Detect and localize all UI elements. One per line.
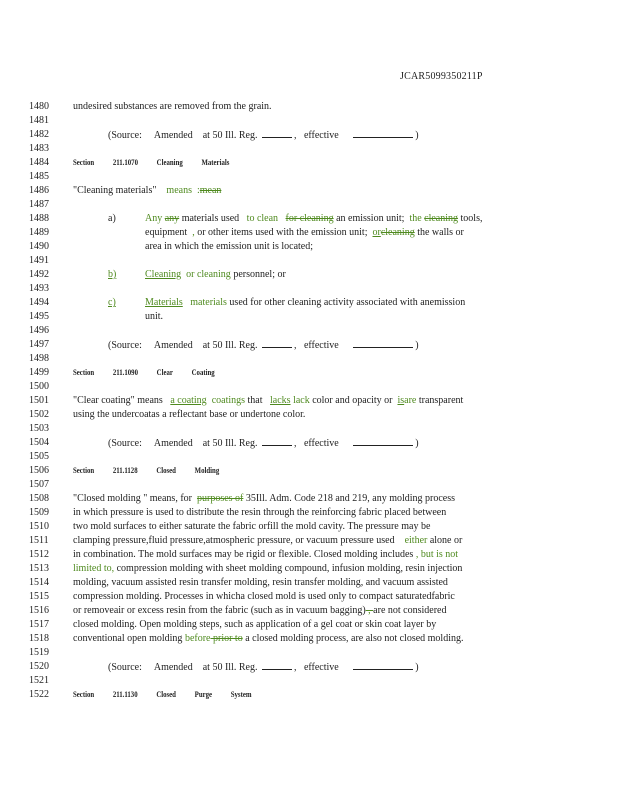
line-number: 1521: [29, 675, 49, 686]
blank-field: [353, 436, 413, 446]
line-number: 1517: [29, 619, 49, 630]
document-code: JCAR5099350211P: [400, 71, 483, 82]
line: 1514 molding, vacuum assisted resin transfer molding, resin transfer molding, and vacuum assisted: [29, 577, 448, 588]
line-number: 1506: [29, 465, 49, 476]
line-number: 1513: [29, 563, 49, 574]
line: 1517 closed molding. Open molding steps, such as application of a gel coat or skin coat layer by: [29, 619, 437, 630]
section-heading: 1522 Section 211.1130 Closed Purge System: [29, 689, 252, 700]
line: 1489 equipment , or other items used with the emission unit; orcleaning the walls or: [29, 227, 464, 238]
line-number: 1483: [29, 143, 49, 154]
line-number: 1497: [29, 339, 49, 350]
section-heading: 1499 Section 211.1090 Clear Coating: [29, 367, 215, 378]
blank-field: [353, 128, 413, 138]
line: 1495 unit.: [29, 311, 164, 322]
line-number: 1505: [29, 451, 49, 462]
source-note: 1504 (Source: Amended at 50 Ill. Reg. , effective ): [29, 437, 419, 449]
line-number: 1502: [29, 409, 49, 420]
line-number: 1482: [29, 129, 49, 140]
line-number: 1495: [29, 311, 49, 322]
source-note: 1520 (Source: Amended at 50 Ill. Reg. , effective ): [29, 661, 419, 673]
line: 1490 area in which the emission unit is located;: [29, 241, 314, 252]
line-number: 1494: [29, 297, 49, 308]
blank-field: [262, 128, 292, 138]
line: 1486 "Cleaning materials" means :mean: [29, 185, 222, 196]
line: 1511 clamping pressure,fluid pressure,atmospheric pressure, or vacuum pressure used either alone or: [29, 535, 463, 546]
section-heading: 1506 Section 211.1128 Closed Molding: [29, 465, 220, 476]
line-number: 1519: [29, 647, 49, 658]
line-number: 1488: [29, 213, 49, 224]
list-item: 1492 b) Cleaning or cleaning personnel; or: [29, 269, 286, 280]
line: 1501 "Clear coating" means a coating coatings that lacks lack color and opacity or isare transparent: [29, 395, 464, 406]
line: 1509 in which pressure is used to distribute the resin through the reinforcing fabric placed between: [29, 507, 447, 518]
line-number: 1491: [29, 255, 49, 266]
list-item: 1494 c) Materials materials used for other cleaning activity associated with anemission: [29, 297, 466, 308]
line: 1502 using the undercoatas a reflectant base or undertone color.: [29, 409, 306, 420]
line-number: 1499: [29, 367, 49, 378]
line-number: 1512: [29, 549, 49, 560]
line-number: 1510: [29, 521, 49, 532]
list-item: 1488 a) Any any materials used to clean for cleaning an emission unit; the cleaning tools,: [29, 213, 483, 224]
document-body: [0, 100, 618, 702]
source-note: 1497 (Source: Amended at 50 Ill. Reg. , effective ): [29, 339, 419, 351]
line-number: 1500: [29, 381, 49, 392]
line-number: 1520: [29, 661, 49, 672]
section-heading: 1484 Section 211.1070 Cleaning Materials: [29, 157, 230, 168]
line-number: 1518: [29, 633, 49, 644]
line-number: 1489: [29, 227, 49, 238]
line: 1512 in combination. The mold surfaces may be rigid or flexible. Closed molding includes , but is not: [29, 549, 459, 560]
line-number: 1496: [29, 325, 49, 336]
line: 1515 compression molding. Processes in whicha closed mold is used only to compact saturatedfabric: [29, 591, 455, 602]
blank-field: [262, 338, 292, 348]
line-number: 1504: [29, 437, 49, 448]
line: 1510 two mold surfaces to either saturate the fabric orfill the mold cavity. The pressure may be: [29, 521, 431, 532]
line-number: 1522: [29, 689, 49, 700]
line: [0, 100, 618, 114]
line-number: 1507: [29, 479, 49, 490]
line-number: 1514: [29, 577, 49, 588]
blank-field: [262, 660, 292, 670]
blank-field: [353, 338, 413, 348]
line-number: 1515: [29, 591, 49, 602]
line-number: 1503: [29, 423, 49, 434]
line-number: 1485: [29, 171, 49, 182]
line-number: 1480: [29, 101, 49, 112]
line: 1518 conventional open molding before prior to a closed molding process, are also not closed molding.: [29, 633, 464, 644]
line-number: 1509: [29, 507, 49, 518]
line-number: 1493: [29, 283, 49, 294]
line-number: 1492: [29, 269, 49, 280]
blank-field: [262, 436, 292, 446]
line-number: 1516: [29, 605, 49, 616]
line-number: 1508: [29, 493, 49, 504]
line-number: 1486: [29, 185, 49, 196]
line-text: undesired substances are removed from the grain.: [73, 101, 272, 112]
line: 1513 limited to, compression molding with sheet molding compound, infusion molding, resin injection: [29, 563, 463, 574]
line: 1516 or removeair or excess resin from the fabric (such as in vacuum bagging) , are not considered: [29, 605, 447, 616]
line-number: 1487: [29, 199, 49, 210]
line: 1508 "Closed molding " means, for purposes of 35Ill. Adm. Code 218 and 219, any molding process: [29, 493, 456, 504]
line-number: 1498: [29, 353, 49, 364]
line-number: 1511: [29, 535, 49, 546]
line-number: 1501: [29, 395, 49, 406]
line-number: 1484: [29, 157, 49, 168]
blank-field: [353, 660, 413, 670]
line-number: 1481: [29, 115, 49, 126]
line-number: 1490: [29, 241, 49, 252]
source-note: 1482 (Source: Amended at 50 Ill. Reg. , effective ): [29, 129, 419, 141]
